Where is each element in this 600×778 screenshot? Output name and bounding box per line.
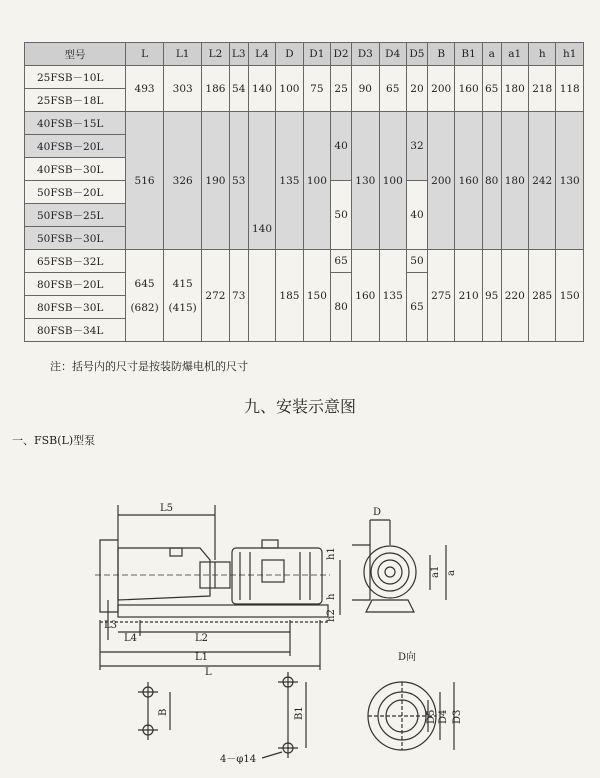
model-cell: 50FSB－25L — [25, 204, 126, 227]
model-cell: 80FSB－20L — [25, 273, 126, 296]
cell: 516 — [126, 112, 164, 250]
cell: 200 — [427, 112, 454, 250]
holes-label: 4－φ14 — [220, 754, 257, 765]
model-cell: 40FSB－20L — [25, 135, 126, 158]
cell: 190 — [202, 112, 229, 250]
model-cell: 40FSB－15L — [25, 112, 126, 135]
dim-label-D: D — [373, 507, 382, 518]
foundation-labels — [158, 706, 305, 765]
cell: 80 — [331, 273, 352, 342]
cell: 100 — [379, 112, 406, 250]
cell: 180 — [501, 66, 528, 112]
dim-label-L5: L5 — [160, 503, 174, 514]
model-cell: 50FSB－20L — [25, 181, 126, 204]
header-cell: D2 — [331, 43, 352, 66]
cell: 218 — [529, 66, 556, 112]
value: 415 — [172, 277, 193, 290]
model-cell: 25FSB－18L — [25, 89, 126, 112]
dim-label-B1: B1 — [294, 706, 305, 720]
cell: 65 — [331, 250, 352, 273]
dim-label-L2: L2 — [195, 633, 209, 644]
cell: 75 — [303, 66, 330, 112]
dim-label-D5: D5 — [426, 709, 437, 724]
cell: 303 — [164, 66, 202, 112]
cell: 326 — [164, 112, 202, 250]
flange-labels — [426, 710, 463, 724]
pump-front-labels — [326, 507, 457, 663]
cell: 100 — [303, 112, 330, 250]
cell: 150 — [556, 250, 584, 342]
dim-label-L1: L1 — [195, 652, 209, 663]
dim-label-h: h — [326, 593, 337, 600]
subsection-title: 一、FSB(L)型泵 — [12, 434, 96, 447]
header-cell: D1 — [303, 43, 330, 66]
cell: 20 — [406, 66, 427, 112]
header-model: 型号 — [25, 43, 126, 66]
cell: 186 — [202, 66, 229, 112]
header-cell: L4 — [248, 43, 275, 66]
cell: 135 — [379, 250, 406, 342]
cell: 242 — [529, 112, 556, 250]
cell: 210 — [455, 250, 482, 342]
cell: 130 — [352, 112, 379, 250]
cell: 95 — [482, 250, 501, 342]
header-cell: D4 — [379, 43, 406, 66]
dim-label-D4: D4 — [438, 709, 449, 724]
cell: 40 — [406, 181, 427, 250]
cell: 50 — [406, 250, 427, 273]
model-cell: 80FSB－30L — [25, 296, 126, 319]
cell: 135 — [276, 112, 303, 250]
cell: 275 — [427, 250, 454, 342]
cell: 160 — [352, 250, 379, 342]
dim-label-D3: D3 — [452, 709, 463, 724]
cell: 220 — [501, 250, 528, 342]
cell: 150 — [303, 250, 330, 342]
dim-label-a: a — [446, 570, 457, 576]
cell: 185 — [276, 250, 303, 342]
dim-label-L4: L4 — [124, 633, 138, 644]
cell: 73 — [229, 250, 248, 342]
header-cell: D3 — [352, 43, 379, 66]
cell: 140 — [248, 112, 275, 250]
header-cell: a — [482, 43, 501, 66]
dim-label-L3: L3 — [104, 620, 118, 631]
header-cell: D5 — [406, 43, 427, 66]
dim-label-a1: a1 — [430, 565, 441, 578]
header-cell: B — [427, 43, 454, 66]
header-cell: h — [529, 43, 556, 66]
cell: 65 — [379, 66, 406, 112]
dim-label-h2: h2 — [326, 609, 337, 622]
cell: 100 — [276, 66, 303, 112]
header-cell: L2 — [202, 43, 229, 66]
header-cell: L1 — [164, 43, 202, 66]
model-cell: 80FSB－34L — [25, 319, 126, 342]
cell: 200 — [427, 66, 454, 112]
header-cell: L — [126, 43, 164, 66]
cell: 285 — [529, 250, 556, 342]
cell: 80 — [482, 112, 501, 250]
cell: 160 — [455, 66, 482, 112]
cell: 493 — [126, 66, 164, 112]
cell: 53 — [229, 112, 248, 250]
cell: 130 — [556, 112, 584, 250]
cell: 90 — [352, 66, 379, 112]
dim-label-B: B — [158, 708, 169, 716]
cell: 50 — [331, 181, 352, 250]
table-note: 注：括号内的尺寸是按装防爆电机的尺寸 — [50, 360, 248, 373]
model-cell: 25FSB－10L — [25, 66, 126, 89]
header-cell: D — [276, 43, 303, 66]
header-cell: h1 — [556, 43, 584, 66]
model-cell: 50FSB－30L — [25, 227, 126, 250]
header-cell: L3 — [229, 43, 248, 66]
pump-side-view — [95, 505, 330, 670]
cell: 54 — [229, 66, 248, 112]
dim-label-h1: h1 — [326, 547, 337, 560]
header-cell: a1 — [501, 43, 528, 66]
value: 645 — [134, 277, 155, 290]
cell: 32 — [406, 112, 427, 181]
cell: 25 — [331, 66, 352, 112]
model-cell: 65FSB－32L — [25, 250, 126, 273]
value: (682) — [130, 301, 159, 314]
cell: 65 — [482, 66, 501, 112]
dim-label-L: L — [205, 667, 212, 678]
cell: 180 — [501, 112, 528, 250]
cell: 140 — [248, 66, 275, 112]
view-label: D向 — [398, 652, 417, 663]
cell: 40 — [331, 112, 352, 181]
cell: 118 — [556, 66, 584, 112]
section-title: 九、安装示意图 — [243, 397, 356, 416]
model-cell: 40FSB－30L — [25, 158, 126, 181]
value: (415) — [168, 301, 197, 314]
cell: 160 — [455, 112, 482, 250]
cell: 272 — [202, 250, 229, 342]
header-cell: B1 — [455, 43, 482, 66]
cell: 65 — [406, 273, 427, 342]
